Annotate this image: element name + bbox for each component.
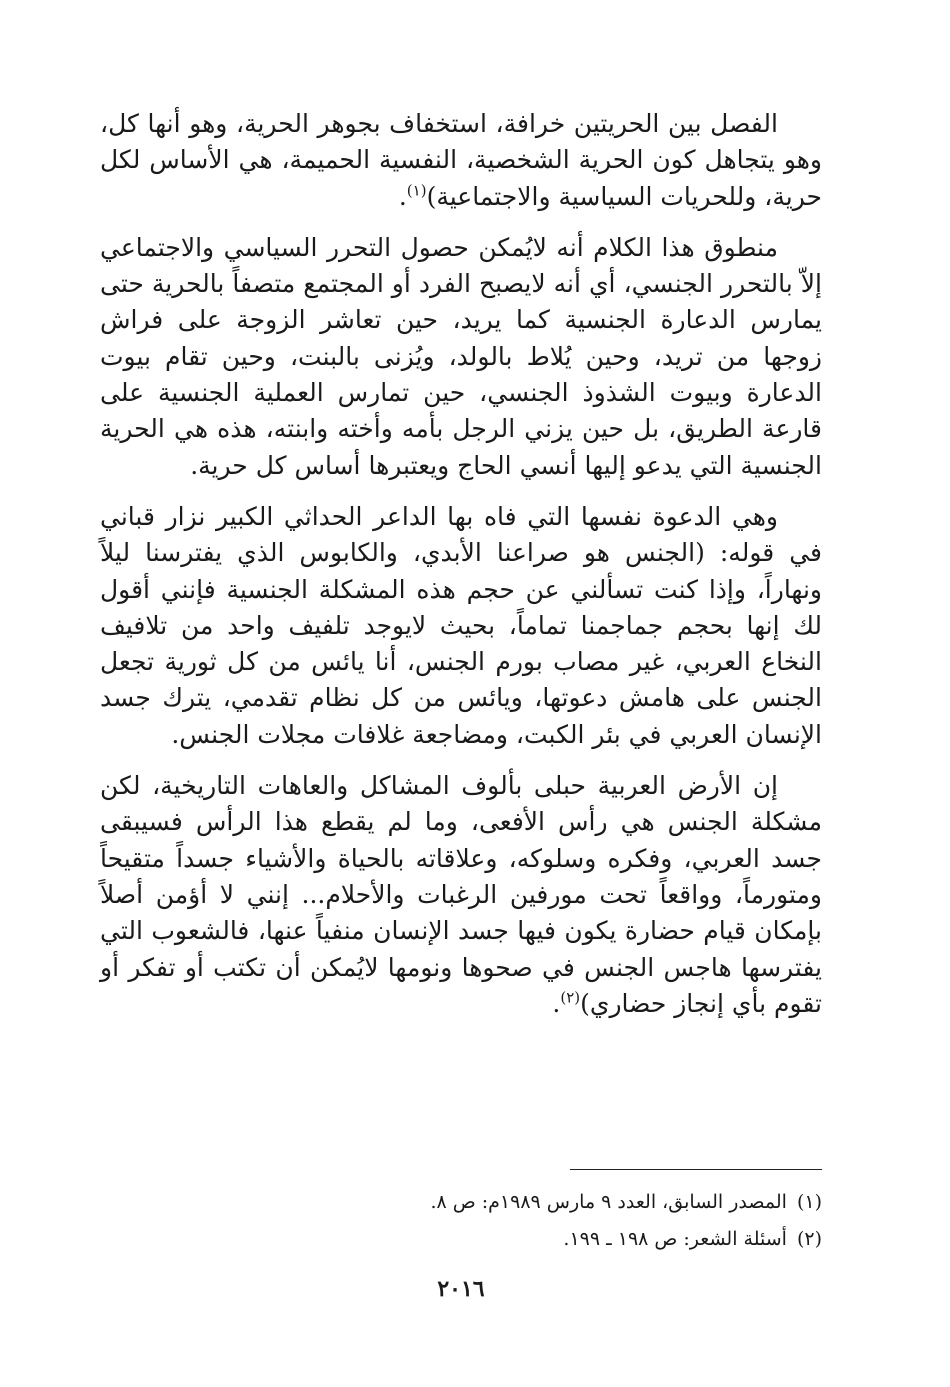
book-page (100, 106, 822, 1336)
page-number: ٢٠١٦ (437, 1276, 485, 1302)
main-text (100, 106, 822, 1022)
paragraph-2: منطوق هذا الكلام أنه لايُمكن حصول التحرر السياسي والاجتماعي إلاّ بالتحرر الجنسي، أي أنه لايصبح الفرد أو المجتمع متصفاً بالحرية حتى يمارس الدعارة الجنسية كما يريد، حين تعاشر الزوجة على فراش زوجها من تريد، وحين يُلاط بالولد، ويُزنى بالبنت، وحين تقام بيوت الدعارة وبيوت الشذوذ الجنسي، حين تمارس العملية الجنسية على قارعة الطريق، بل حين يزني الرجل بأمه وأخته وابنته، هذه هي الحرية الجنسية التي يدعو إليها أنسي الحاج ويعتبرها أساس كل حرية. (100, 232, 822, 480)
footnote-number: (٢) (796, 1228, 822, 1250)
footnote-text: المصدر السابق، العدد ٩ مارس ١٩٨٩م: ص ٨. (430, 1191, 787, 1213)
footnotes (100, 1184, 822, 1258)
footnote-text: أسئلة الشعر: ص ١٩٨ ـ ١٩٩. (563, 1228, 787, 1250)
footnote-1 (100, 1184, 822, 1221)
paragraph-3: وهي الدعوة نفسها التي فاه بها الداعر الحداثي الكبير نزار قباني في قوله: (الجنس هو صراعنا الأبدي، والكابوس الذي يفترسنا ليلاً ونهاراً، وإذا كنت تسألني عن حجم هذه المشكلة الجنسية فإنني أقول لك إنها بحجم جماجمنا تماماً، بحيث لايوجد تلفيف واحد من تلافيف النخاع العربي، غير مصاب بورم الجنس، أنا يائس من كل ثورية تجعل الجنس على هامش دعوتها، ويائس من كل نظام تقدمي، يترك جسد الإنسان العربي في بئر الكبت، ومضاجعة غلافات مجلات الجنس. (100, 501, 822, 749)
footnote-ref-2: (٢) (560, 988, 581, 1007)
footnote-divider (570, 1169, 822, 1170)
footnote-number: (١) (796, 1191, 822, 1213)
footnote-ref-1: (١) (406, 181, 427, 200)
paragraph-1: الفصل بين الحريتين خرافة، استخفاف بجوهر الحرية، وهو أنها كل، وهو يتجاهل كون الحرية الشخصية، النفسية الحميمة، هي الأساس لكل حرية، وللحريات السياسية والاجتماعية)$^{(١)}$. (100, 109, 822, 211)
paragraph-4: إن الأرض العربية حبلى بألوف المشاكل والعاهات التاريخية، لكن مشكلة الجنس هي رأس الأفعى، وما لم يقطع هذا الرأس فسيبقى جسد العربي، وفكره وسلوكه، وعلاقاته بالحياة والأشياء جسداً متقيحاً ومتورماً، وواقعاً تحت مورفين الرغبات والأحلام... إنني لا أؤمن أصلاً بإمكان قيام حضارة يكون فيها جسد الإنسان منفياً عنها، فالشعوب التي يفترسها هاجس الجنس في صحوها ونومها لايُمكن أن تكتب أو تفكر أو تقوم بأي إنجاز حضاري)$^{(٢)}$. (100, 771, 823, 1018)
footnote-2 (100, 1221, 822, 1258)
